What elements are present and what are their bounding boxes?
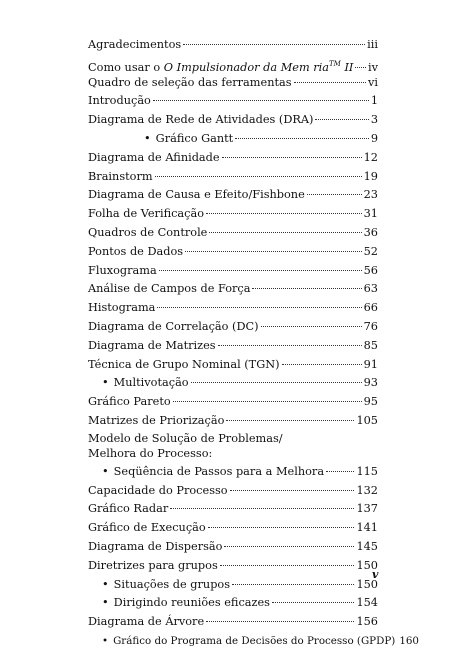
- toc-entry-title: Quadros de Controle: [88, 225, 208, 239]
- toc-entry-page: 137: [356, 502, 378, 516]
- toc-entry[interactable]: [88, 262, 378, 281]
- toc-entry-title: Quadro de seleção das ferramentas: [88, 75, 292, 89]
- dot-leader: [326, 471, 354, 472]
- toc-entry-page: 105: [356, 413, 378, 427]
- toc-entry-title: Multivotação: [113, 376, 189, 390]
- dot-leader: [235, 138, 369, 139]
- toc-entry-title-prefix: Como usar o: [88, 60, 164, 74]
- toc-subentry[interactable]: [88, 576, 378, 595]
- dot-leader: [153, 100, 369, 101]
- toc-section-heading-line: Melhora do Processo:: [88, 447, 213, 461]
- toc-entry-title: Gráfico Radar: [88, 502, 169, 516]
- dot-leader: [183, 44, 365, 45]
- toc-entry[interactable]: [88, 519, 378, 538]
- dot-leader: [208, 527, 355, 528]
- toc-entry-page: 56: [363, 263, 378, 277]
- toc-entry-page: 9: [370, 131, 378, 145]
- page-number: v: [372, 568, 379, 581]
- bullet-icon: •: [102, 577, 109, 591]
- toc-entry[interactable]: [88, 500, 378, 519]
- toc-entry[interactable]: [88, 186, 378, 205]
- toc-entry-title: Diagrama de Causa e Efeito/Fishbone: [88, 188, 305, 202]
- bullet-icon: •: [102, 634, 109, 647]
- toc-entry-page: 145: [356, 539, 378, 553]
- toc-entry[interactable]: [88, 482, 378, 501]
- toc-entry-title-italic: O Impulsionador da Mem ria: [163, 60, 330, 74]
- toc-subentry[interactable]: [88, 130, 378, 149]
- toc-entry[interactable]: [88, 337, 378, 356]
- toc-entry-page: 141: [356, 521, 378, 535]
- trademark-mark: TM: [329, 59, 341, 68]
- dot-leader: [222, 157, 362, 158]
- toc-entry[interactable]: [88, 205, 378, 224]
- bullet-icon: •: [102, 376, 109, 390]
- toc-entry[interactable]: [88, 538, 378, 557]
- dot-leader: [252, 288, 361, 289]
- toc-subentry[interactable]: [88, 594, 378, 613]
- toc-entry-page: 154: [356, 596, 378, 610]
- dot-leader: [206, 621, 354, 622]
- dot-leader: [191, 382, 362, 383]
- table-of-contents: [88, 36, 419, 651]
- dot-leader: [218, 345, 362, 346]
- toc-entry-title: Situações de grupos: [113, 577, 231, 591]
- toc-entry-page: vi: [368, 75, 378, 89]
- toc-entry[interactable]: [88, 111, 378, 130]
- toc-entry-page: 76: [363, 319, 378, 333]
- toc-entry[interactable]: [88, 557, 378, 576]
- toc-entry-title: Diretrizes para grupos: [88, 558, 218, 572]
- dot-leader: [224, 546, 354, 547]
- toc-entry[interactable]: [88, 92, 378, 111]
- toc-entry[interactable]: [88, 36, 378, 55]
- toc-section-heading-line: Modelo de Solução de Problemas/: [88, 431, 283, 445]
- toc-entry-page: 115: [356, 464, 378, 478]
- dot-leader: [159, 270, 362, 271]
- toc-entry-title: Introdução: [88, 94, 151, 108]
- toc-entry-title: Diagrama de Afinidade: [88, 150, 220, 164]
- toc-entry-page: 3: [370, 113, 378, 127]
- toc-entry-title: Análise de Campos de Força: [88, 282, 251, 296]
- toc-entry-title: Gráfico Gantt: [155, 131, 234, 145]
- toc-subentry[interactable]: [88, 632, 419, 651]
- toc-entry-page: 66: [363, 301, 378, 315]
- toc-entry[interactable]: [88, 613, 378, 632]
- toc-entry-page: 150: [356, 558, 378, 572]
- toc-entry-title: Gráfico de Execução: [88, 521, 206, 535]
- toc-entry-title: Brainstorm: [88, 169, 153, 183]
- toc-entry-title: Fluxograma: [88, 263, 157, 277]
- toc-entry-page: 156: [356, 615, 378, 629]
- toc-section-heading[interactable]: [88, 431, 378, 463]
- dot-leader: [170, 508, 354, 509]
- toc-entry[interactable]: [88, 168, 378, 187]
- toc-entry-title: Diagrama de Matrizes: [88, 338, 216, 352]
- toc-entry-title: Dirigindo reuniões eficazes: [113, 596, 270, 610]
- toc-entry-title: Folha de Verificação: [88, 207, 205, 221]
- dot-leader: [206, 213, 362, 214]
- bullet-icon: •: [144, 131, 151, 145]
- toc-entry-page: 63: [363, 282, 378, 296]
- dot-leader: [230, 490, 355, 491]
- toc-entry-page: iv: [368, 60, 378, 74]
- toc-entry-title: Gráfico Pareto: [88, 395, 171, 409]
- toc-entry-page: 132: [356, 483, 378, 497]
- toc-entry-page: 150: [356, 577, 378, 591]
- dot-leader: [157, 307, 361, 308]
- toc-entry-title: Técnica de Grupo Nominal (TGN): [88, 357, 280, 371]
- toc-entry[interactable]: [88, 412, 378, 431]
- toc-subentry[interactable]: [88, 463, 378, 482]
- dot-leader: [307, 194, 362, 195]
- toc-entry-title: Gráfico do Programa de Decisões do Processo (GPDP): [113, 634, 396, 647]
- dot-leader: [261, 326, 362, 327]
- toc-entry-page: iii: [367, 38, 378, 51]
- toc-entry[interactable]: [88, 149, 378, 168]
- dot-leader: [272, 602, 354, 603]
- toc-entry-page: 36: [363, 225, 378, 239]
- dot-leader: [155, 176, 362, 177]
- dot-leader: [294, 82, 366, 83]
- dot-leader: [220, 565, 355, 566]
- dot-leader: [226, 420, 354, 421]
- bullet-icon: •: [102, 596, 109, 610]
- toc-entry-page: 52: [363, 244, 378, 258]
- toc-entry-page: 12: [363, 150, 378, 164]
- dot-leader: [232, 584, 354, 585]
- toc-entry-page: 160: [399, 634, 419, 647]
- dot-leader: [282, 364, 362, 365]
- toc-entry-title: Histograma: [88, 301, 156, 315]
- dot-leader: [315, 119, 368, 120]
- toc-entry[interactable]: [88, 224, 378, 243]
- toc-entry-page: 93: [363, 376, 378, 390]
- toc-entry[interactable]: [88, 55, 378, 74]
- toc-entry-page: 91: [363, 357, 378, 371]
- dot-leader: [209, 232, 361, 233]
- toc-entry-title: Seqüência de Passos para a Melhora: [113, 464, 325, 478]
- toc-entry-title: Diagrama de Rede de Atividades (DRA): [88, 113, 314, 127]
- toc-entry-title: Diagrama de Correlação (DC): [88, 319, 259, 333]
- toc-entry-page: 19: [363, 169, 378, 183]
- dot-leader: [173, 401, 362, 402]
- toc-entry-title-italic-suffix: II: [340, 60, 354, 74]
- toc-entry[interactable]: [88, 393, 378, 412]
- toc-entry[interactable]: [88, 318, 378, 337]
- toc-entry[interactable]: [88, 280, 378, 299]
- toc-entry-page: 95: [363, 395, 378, 409]
- toc-entry-title: Capacidade do Processo: [88, 483, 228, 497]
- toc-entry-title: Diagrama de Dispersão: [88, 539, 223, 553]
- toc-subentry[interactable]: [88, 374, 378, 393]
- dot-leader: [355, 67, 366, 68]
- toc-entry[interactable]: [88, 299, 378, 318]
- toc-entry-title: Matrizes de Priorização: [88, 413, 225, 427]
- dot-leader: [185, 251, 362, 252]
- toc-entry-page: 23: [363, 188, 378, 202]
- toc-entry[interactable]: [88, 243, 378, 262]
- toc-entry-title: Agradecimentos: [88, 38, 182, 51]
- bullet-icon: •: [102, 464, 109, 478]
- toc-entry-page: 85: [363, 338, 378, 352]
- toc-entry-title: Pontos de Dados: [88, 244, 184, 258]
- toc-entry-page: 1: [370, 94, 378, 108]
- toc-entry-title: Diagrama de Árvore: [88, 615, 205, 629]
- toc-entry[interactable]: [88, 356, 378, 375]
- toc-entry-page: 31: [363, 207, 378, 221]
